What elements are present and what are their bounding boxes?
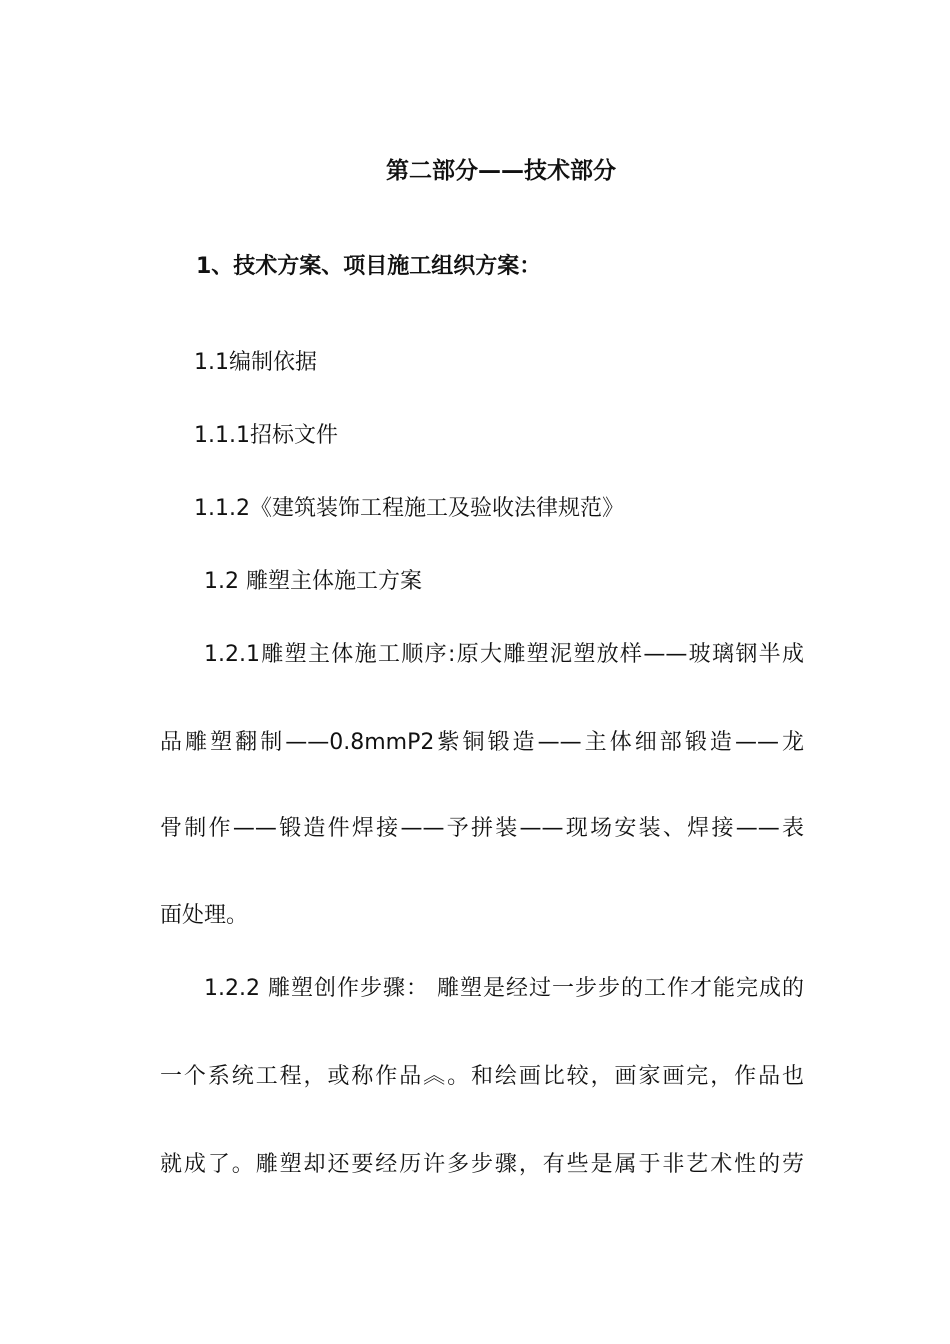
paragraph-line: 就成了。雕塑却还要经历许多步骤，有些是属于非艺术性的劳 [160, 1152, 804, 1177]
heading-1: 1、技术方案、项目施工组织方案： [196, 254, 542, 279]
paragraph-line: 一个系统工程，或称作品︽。和绘画比较，画家画完，作品也 [160, 1064, 804, 1089]
paragraph-line: 1.2.1雕塑主体施工顺序:原大雕塑泥塑放样——玻璃钢半成 [204, 642, 804, 667]
document-title: 第二部分——技术部分 [386, 158, 616, 184]
section-1-1-2: 1.1.2《建筑装饰工程施工及验收法律规范》 [194, 496, 624, 521]
section-1-1-1: 1.1.1招标文件 [194, 423, 338, 448]
paragraph-line: 面处理。 [160, 903, 249, 928]
paragraph-line: 品雕塑翻制——0.8mmP2紫铜锻造——主体细部锻造——龙 [160, 730, 804, 755]
section-1-2: 1.2 雕塑主体施工方案 [204, 569, 422, 594]
paragraph-line: 骨制作——锻造件焊接——予拼装——现场安装、焊接——表 [160, 816, 804, 841]
paragraph-line: 1.2.2 雕塑创作步骤： 雕塑是经过一步步的工作才能完成的 [204, 976, 804, 1001]
section-1-1: 1.1编制依据 [194, 350, 317, 375]
